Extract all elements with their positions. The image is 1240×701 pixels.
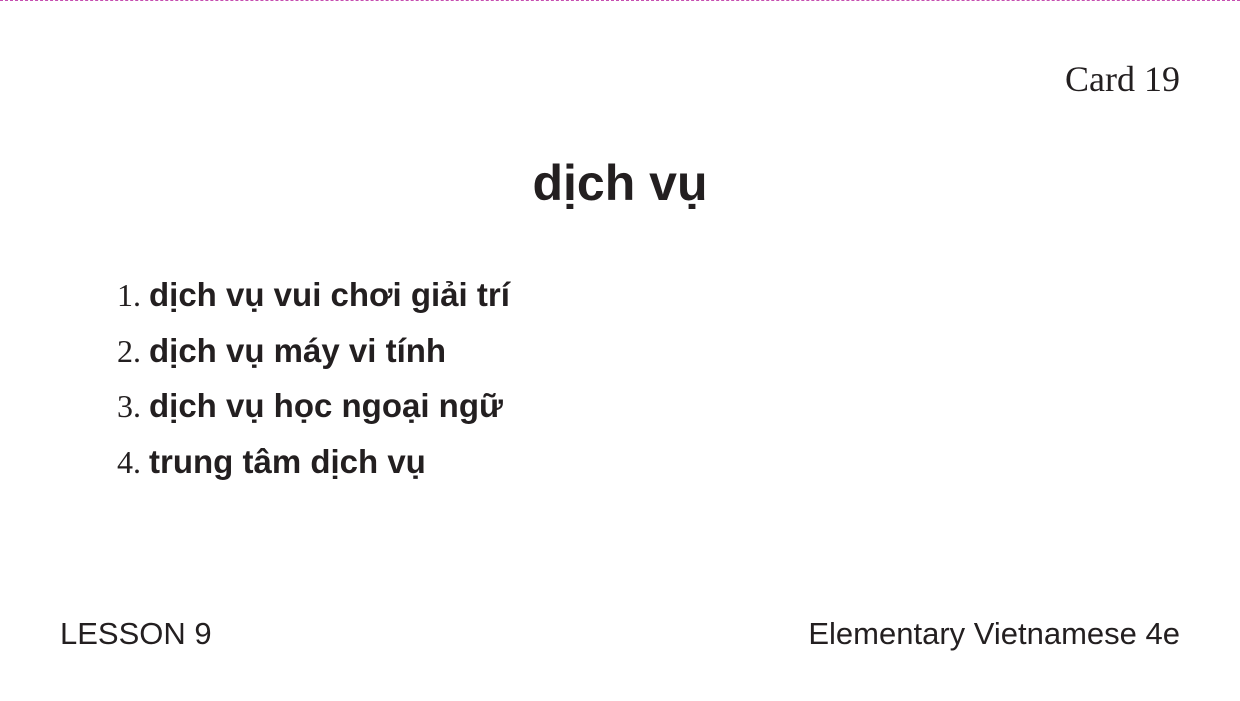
example-item <box>117 323 510 379</box>
example-text: dịch vụ vui chơi giải trí <box>149 276 510 313</box>
example-number: 2. <box>117 332 141 369</box>
example-item <box>117 434 510 490</box>
example-list <box>117 267 510 489</box>
example-number: 1. <box>117 277 141 313</box>
example-number: 4. <box>117 443 141 480</box>
lesson-label: LESSON 9 <box>60 616 212 651</box>
example-text: dịch vụ máy vi tính <box>149 331 447 369</box>
example-text: dịch vụ học ngoại ngữ <box>149 387 503 424</box>
example-item <box>117 267 510 323</box>
book-title: Elementary Vietnamese 4e <box>808 616 1180 651</box>
card-number: Card 19 <box>1065 59 1180 99</box>
example-item <box>117 378 510 434</box>
example-number: 3. <box>117 388 141 424</box>
example-text: trung tâm dịch vụ <box>149 442 426 480</box>
headword: dịch vụ <box>532 155 708 211</box>
